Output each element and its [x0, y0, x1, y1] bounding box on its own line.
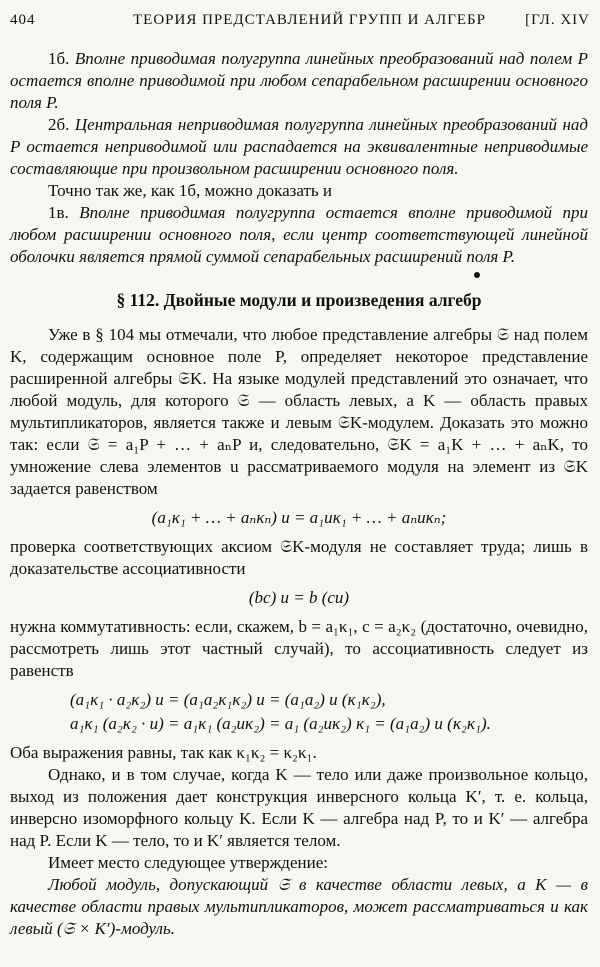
statement-1v-text: Вполне приводимая полугруппа остается вполне приводимой при любом расширении основного поля, если центр соответствующей линейной оболочки является прямой суммой сепарабельных расширений поля P. [10, 203, 589, 266]
statement-1v [10, 202, 588, 268]
statement-2b [10, 114, 588, 180]
paragraph-7: Любой модуль, допускающий 𝔖 в качестве области левых, а K — в качестве области правых мультипликаторов, может рассматриваться и как левый (𝔖 × K′)-модуль. [10, 875, 588, 938]
chapter-marker: [ГЛ. XIV [525, 12, 590, 28]
equation-1: (a₁κ₁ + … + aₙκₙ) u = a₁uκ₁ + … + aₙuκₙ; [151, 508, 447, 527]
paragraph-5: Однако, и в том случае, когда K — тело или даже произвольное кольцо, выход из положения дает конструкция инверсного кольца K′, т. е. кольца, инверсно изоморфного кольцу K. Если K — алгебра над P, то и K′ — алгебра над P. Если K — тело, то и K′ является телом. [10, 765, 588, 850]
equation-3b: a₁κ₁ (a₂κ₂ · u) = a₁κ₁ (a₂uκ₂) = a₁ (a₂uκ₂) κ₁ = (a₁a₂) u (κ₂κ₁). [70, 714, 491, 733]
statement-1b-label: 1б. [48, 49, 70, 68]
section-heading: § 112. Двойные модули и произведения алгебр [116, 290, 482, 310]
paragraph-4: Оба выражения равны, так как κ₁κ₂ = κ₂κ₁. [10, 743, 317, 762]
page-number: 404 [10, 12, 36, 28]
statement-1v-label: 1в. [48, 203, 69, 222]
equation-3a: (a₁κ₁ · a₂κ₂) u = (a₁a₂κ₁κ₂) u = (a₁a₂) u (κ₁κ₂), [70, 690, 386, 709]
running-header [10, 8, 590, 38]
statement-1b [10, 48, 588, 114]
statement-1b-text: Вполне приводимая полугруппа линейных преобразований над полем P остается вполне приводимой при любом сепарабельном расширении основного поля P. [10, 49, 588, 112]
paragraph-1: Уже в § 104 мы отмечали, что любое представление алгебры 𝔖 над полем K, содержащим основное поле P, определяет некоторое представление расширенной алгебры 𝔖K. На языке модулей представлений это означает, что любой модуль, для которого 𝔖 — область левых, а K — область правых мультипликаторов, является также и левым 𝔖K-модулем. Доказать это можно так: если 𝔖 = a₁P + … + aₙP и, следовательно, 𝔖K = a₁K + … + aₙK, то умножение слева элементов u рассматриваемого модуля на элемент из 𝔖K задается равенством [10, 325, 588, 498]
equation-2: (bc) u = b (cu) [248, 588, 350, 607]
statement-2b-text: Центральная неприводимая полугруппа линейных преобразований над P остается неприводимой или распадается на эквивалентные неприводимые составляющие при произвольном расширении основного поля. [10, 115, 588, 178]
page-body [10, 48, 588, 940]
likewise-line: Точно так же, как 1б, можно доказать и [48, 181, 333, 200]
paragraph-6: Имеет место следующее утверждение: [48, 853, 328, 872]
paragraph-2: проверка соответствующих аксиом 𝔖K-модуля не составляет труда; лишь в доказательстве ассоциативности [10, 537, 588, 578]
equation-3 [70, 688, 588, 736]
running-title: ТЕОРИЯ ПРЕДСТАВЛЕНИЙ ГРУПП И АЛГЕБР [133, 12, 486, 28]
statement-2b-label: 2б. [48, 115, 70, 134]
paragraph-3: нужна коммутативность: если, скажем, b = a₁κ₁, c = a₂κ₂ (достаточно, очевидно, рассмотреть лишь этот частный случай), то ассоциативность следует из равенств [10, 617, 588, 680]
